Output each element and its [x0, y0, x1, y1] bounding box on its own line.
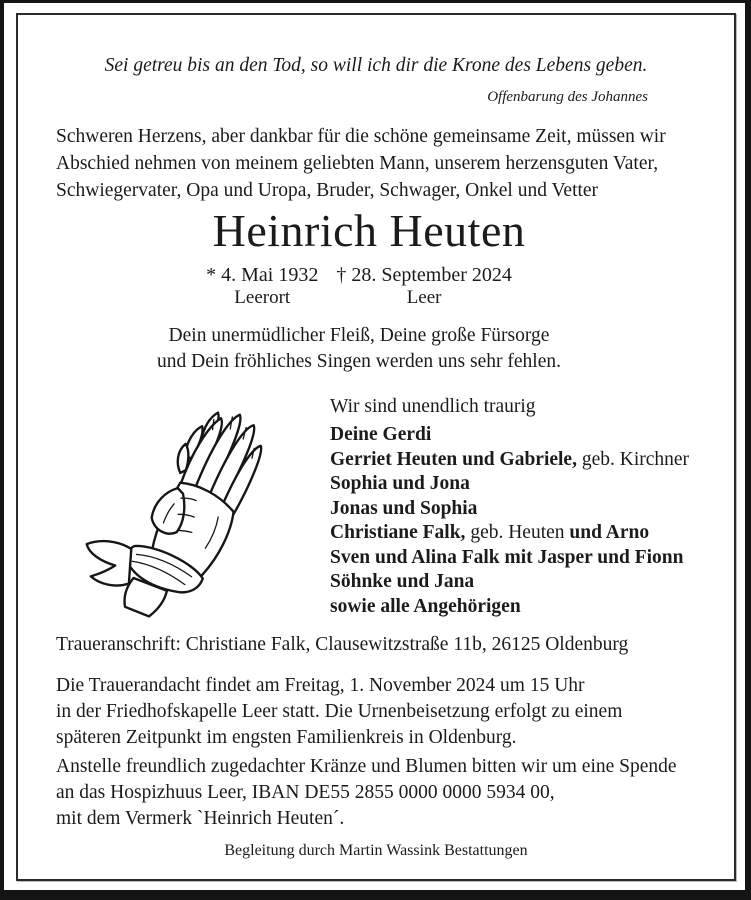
intro-line: Abschied nehmen von meinem geliebten Mann, unserem herzensguten Vater,	[56, 153, 659, 174]
death-column	[336, 263, 512, 309]
mourner-name: Christiane Falk,	[330, 522, 466, 543]
mourner-name: Deine Gerdi	[330, 424, 432, 445]
praying-hands-image	[64, 385, 316, 628]
death-date: 28. September 2024	[351, 264, 512, 286]
obituary-content	[18, 15, 734, 879]
praying-hands-icon	[64, 385, 310, 623]
funeral-home-credit: Begleitung durch Martin Wassink Bestattungen	[224, 842, 528, 859]
intro-paragraph	[18, 123, 734, 204]
mourner-row	[330, 595, 689, 620]
mourner-row: Christiane Falk, geb. Heuten und Arno	[330, 522, 650, 543]
mourner-name: Jonas und Sophia	[330, 497, 478, 519]
verse-line: und Dein fröhliches Singen werden uns sehr fehlen.	[157, 351, 561, 372]
mourner-name: Sven und Alina Falk mit Jasper und Fionn	[330, 546, 684, 568]
death-place: Leer	[406, 287, 442, 308]
service-paragraph	[18, 673, 734, 751]
death-date-line	[336, 263, 512, 287]
mourner-row	[330, 546, 689, 571]
mourner-row	[330, 472, 689, 497]
birth-date-line	[206, 263, 318, 287]
mourning-address-line: Traueranschrift: Christiane Falk, Clausewitzstraße 11b, 26125 Oldenburg	[56, 634, 629, 655]
service-line: späteren Zeitpunkt im engsten Familienkreis in Oldenburg.	[56, 727, 517, 748]
mourner-row	[330, 570, 689, 595]
intro-line: Schweren Herzens, aber dankbar für die schöne gemeinsame Zeit, müssen wir	[56, 126, 666, 147]
scripture-quote: Sei getreu bis an den Tod, so will ich dir die Krone des Lebens geben.	[104, 55, 648, 76]
birth-column	[206, 263, 318, 309]
life-dates	[18, 263, 734, 309]
mourner-name: Söhnke und Jana	[330, 571, 475, 592]
birth-date: 4. Mai 1932	[221, 264, 319, 286]
mourner-row: Gerriet Heuten und Gabriele, geb. Kirchner	[330, 448, 690, 470]
intro-line: Schwiegervater, Opa und Uropa, Bruder, Schwager, Onkel und Vetter	[56, 180, 599, 201]
mourner-row	[330, 423, 689, 448]
mourning-section	[18, 385, 734, 625]
donation-line: Anstelle freundlich zugedachter Kränze und Blumen bitten wir um eine Spende	[56, 756, 677, 777]
death-cross-symbol: †	[336, 264, 347, 286]
donation-paragraph	[18, 754, 734, 832]
remembrance-verse	[18, 323, 734, 375]
service-line: in der Friedhofskapelle Leer statt. Die Urnenbeisetzung erfolgt zu einem	[56, 701, 623, 722]
donation-line: an das Hospizhuus Leer, IBAN DE55 2855 0000 0000 5934 00,	[56, 782, 555, 803]
verse-line: Dein unermüdlicher Fleiß, Deine große Fürsorge	[168, 325, 550, 346]
mourner-row	[330, 497, 689, 522]
mourner-name: Gerriet Heuten und Gabriele,	[330, 448, 577, 470]
scripture-attribution: Offenbarung des Johannes	[487, 89, 648, 105]
birth-symbol: *	[206, 264, 217, 286]
mourning-intro: Wir sind unendlich traurig	[330, 396, 536, 417]
mourners-column	[316, 385, 689, 619]
deceased-name: Heinrich Heuten	[212, 205, 526, 256]
donation-line: mit dem Vermerk `Heinrich Heuten´.	[56, 808, 345, 829]
mourner-name: sowie alle Angehörigen	[330, 595, 521, 617]
mourner-name: Sophia und Jona	[330, 473, 470, 494]
birth-place: Leerort	[234, 287, 291, 308]
service-line: Die Trauerandacht findet am Freitag, 1. November 2024 um 15 Uhr	[56, 675, 585, 696]
